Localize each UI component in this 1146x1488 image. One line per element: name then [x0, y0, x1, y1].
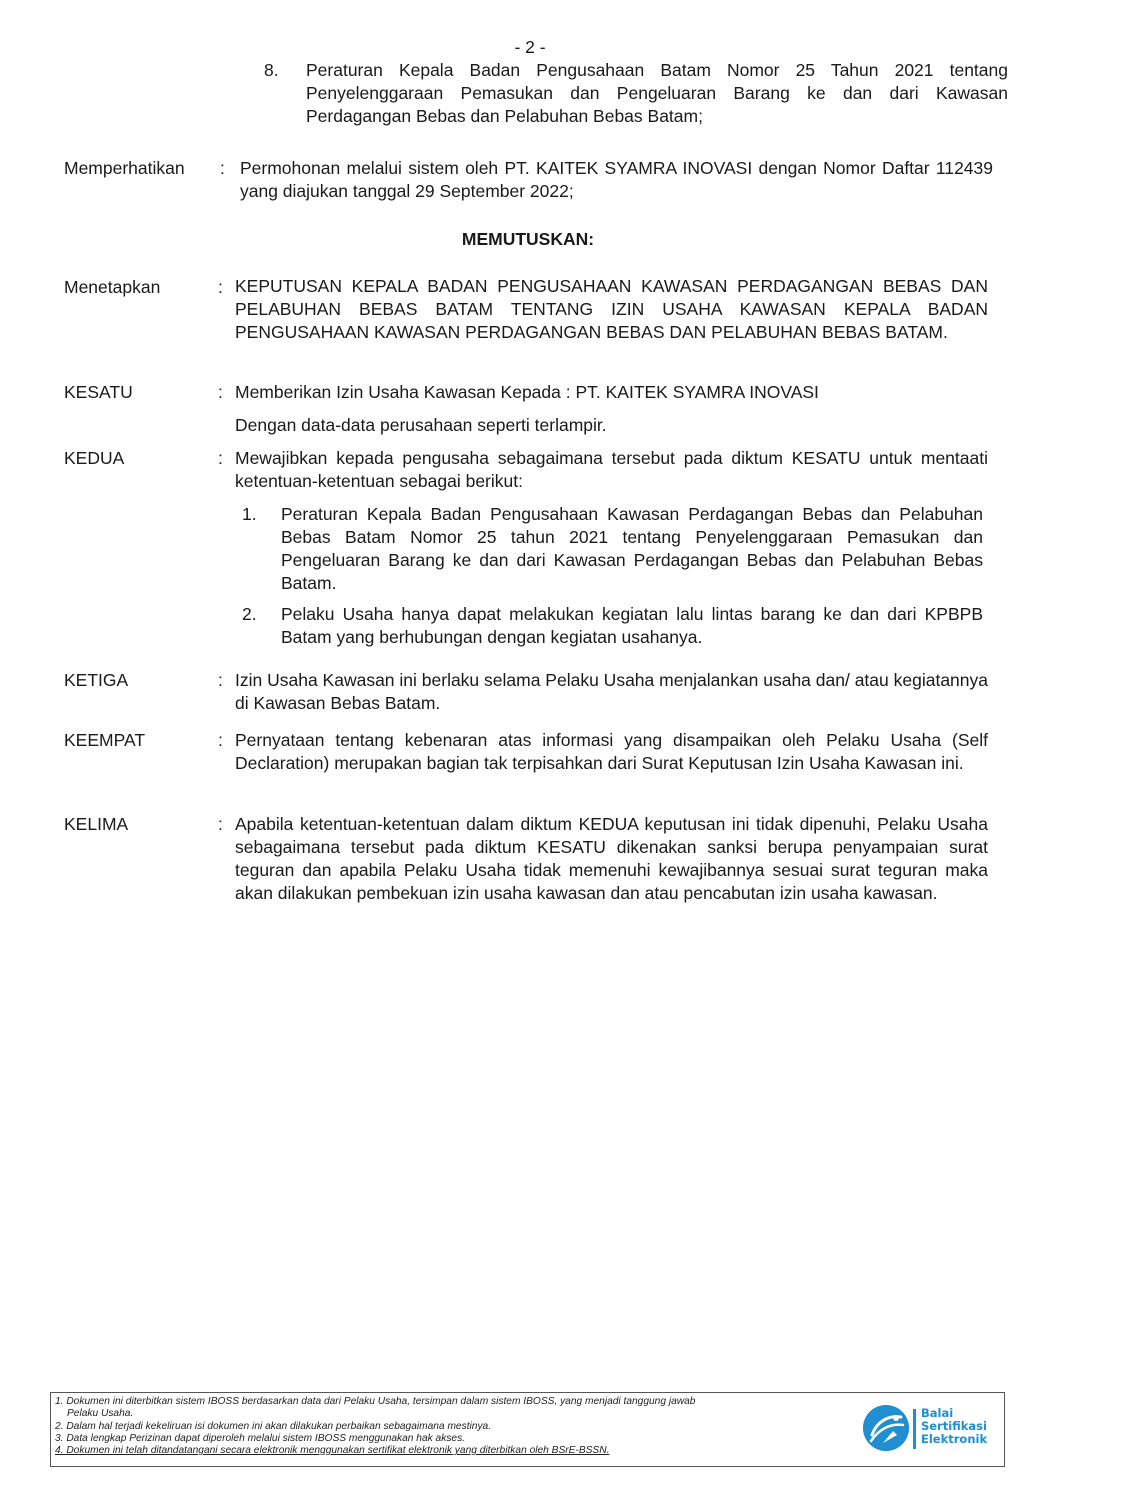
bsre-logo-icon — [863, 1405, 909, 1451]
menetapkan-colon: : — [218, 277, 223, 297]
footer-notes — [55, 1396, 855, 1457]
menetapkan-label: Menetapkan — [64, 277, 161, 297]
bsre-logo-line1: Balai — [921, 1406, 954, 1420]
memperhatikan-text: Permohonan melalui sistem oleh PT. KAITEK SYAMRA INOVASI dengan Nomor Daftar 112439 yang diajukan tanggal 29 September 2022; — [240, 158, 993, 201]
kedua-item-1-number: 1. — [242, 504, 257, 524]
kelima-text: Apabila ketentuan-ketentuan dalam diktum KEDUA keputusan ini tidak dipenuhi, Pelaku Usaha sebagaimana tersebut pada diktum KESATU dikenakan sanksi berupa penyampaian surat teguran dan apabila Pelaku Usaha tidak memenuhi kewajibannya sesuai surat teguran maka akan dilakukan pembekuan izin usaha kawasan dan atau pencabutan izin usaha kawasan. — [235, 814, 988, 903]
kelima-label: KELIMA — [64, 814, 129, 834]
bsre-logo-line2: Sertifikasi — [921, 1419, 987, 1433]
kedua-item-1-text: Peraturan Kepala Badan Pengusahaan Kawasan Perdagangan Bebas dan Pelabuhan Bebas Batam Nomor 25 tahun 2021 tentang Penyelenggaraan Pemasukan dan Pengeluaran Barang ke dan dari Kawasan Perdagangan Bebas dan Pelabuhan Bebas Batam. — [281, 504, 983, 593]
kedua-label: KEDUA — [64, 448, 125, 468]
keempat-text: Pernyataan tentang kebenaran atas informasi yang disampaikan oleh Pelaku Usaha (Self Declaration) merupakan bagian tak terpisahkan dari Surat Keputusan Izin Usaha Kawasan ini. — [235, 730, 988, 773]
memperhatikan-label: Memperhatikan — [64, 158, 185, 178]
footer-note: 2. Dalam hal terjadi kekeliruan isi dokumen ini akan dilakukan perbaikan sebagaimana mestinya. — [55, 1420, 492, 1432]
decision-heading — [0, 228, 1056, 251]
item8-number: 8. — [264, 60, 279, 80]
menetapkan-text: KEPUTUSAN KEPALA BADAN PENGUSAHAAN KAWASAN PERDAGANGAN BEBAS DAN PELABUHAN BEBAS BATAM TENTANG IZIN USAHA KAWASAN KEPALA BADAN PENGUSAHAAN KAWASAN PERDAGANGAN BEBAS DAN PELABUHAN BEBAS BATAM. — [235, 276, 988, 342]
decision-heading-text: MEMUTUSKAN: — [461, 229, 595, 249]
kedua-text: Mewajibkan kepada pengusaha sebagaimana tersebut pada diktum KESATU untuk mentaati ketentuan-ketentuan sebagai berikut: — [235, 448, 988, 491]
memperhatikan-colon: : — [220, 158, 225, 178]
bsre-logo-bar — [913, 1409, 916, 1449]
kelima-colon: : — [218, 814, 223, 834]
footer-note: 4. Dokumen ini telah ditandatangani secara elektronik menggunakan sertifikat elektronik yang diterbitkan oleh BSrE-BSSN. — [55, 1445, 610, 1457]
bsre-logo-line3: Elektronik — [921, 1432, 988, 1446]
page-number: - 2 - — [514, 37, 546, 57]
kesatu-text-2: Dengan data-data perusahaan seperti terlampir. — [235, 415, 607, 435]
kesatu-label: KESATU — [64, 382, 133, 402]
kedua-colon: : — [218, 448, 223, 468]
footer-note: Pelaku Usaha. — [67, 1408, 134, 1420]
keempat-label: KEEMPAT — [64, 730, 146, 750]
kesatu-colon: : — [218, 382, 223, 402]
bsre-logo-text — [921, 1407, 987, 1446]
kesatu-text: Memberikan Izin Usaha Kawasan Kepada : PT. KAITEK SYAMRA INOVASI — [235, 382, 819, 402]
bsre-logo — [863, 1401, 1003, 1457]
ketiga-text: Izin Usaha Kawasan ini berlaku selama Pelaku Usaha menjalankan usaha dan/ atau kegiatannya di Kawasan Bebas Batam. — [235, 670, 988, 713]
keempat-colon: : — [218, 730, 223, 750]
footer-notes-box — [50, 1392, 1005, 1467]
footer-note: 1. Dokumen ini diterbitkan sistem IBOSS berdasarkan data dari Pelaku Usaha, tersimpan dalam sistem IBOSS, yang menjadi tanggung jawab — [55, 1396, 696, 1407]
ketiga-colon: : — [218, 670, 223, 690]
kedua-item-2-number: 2. — [242, 604, 257, 624]
item8-text: Peraturan Kepala Badan Pengusahaan Batam Nomor 25 Tahun 2021 tentang Penyelenggaraan Pemasukan dan Pengeluaran Barang ke dan dari Kawasan Perdagangan Bebas dan Pelabuhan Bebas Batam; — [306, 60, 1008, 126]
kedua-item-2-text: Pelaku Usaha hanya dapat melakukan kegiatan lalu lintas barang ke dan dari KPBPB Batam yang berhubungan dengan kegiatan usahanya. — [281, 604, 983, 647]
ketiga-label: KETIGA — [64, 670, 129, 690]
footer-note: 3. Data lengkap Perizinan dapat diperoleh melalui sistem IBOSS menggunakan hak akses. — [55, 1432, 466, 1444]
